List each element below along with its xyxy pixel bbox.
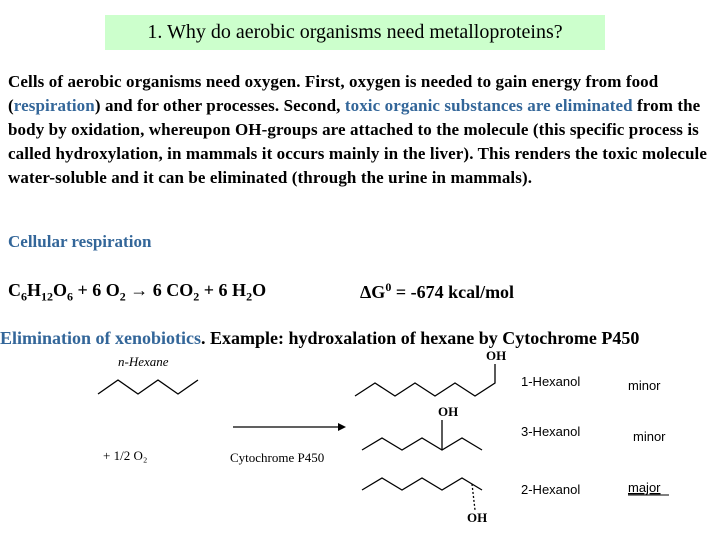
2-hexanol-label: 2-Hexanol xyxy=(521,482,581,497)
eq-o2-sub: 2 xyxy=(119,289,126,304)
eq-c-sub: 6 xyxy=(21,289,27,304)
delta-g-number: = -674 kcal/mol xyxy=(391,282,515,302)
eq-co2: 6 CO xyxy=(152,280,194,300)
eq-c: C xyxy=(8,280,21,300)
reaction-arrow-head xyxy=(338,423,346,431)
2-hexanol-yield: major xyxy=(628,480,661,495)
xenobiotics-term: Elimination of xenobiotics xyxy=(0,328,202,348)
respiration-term: respiration xyxy=(13,96,95,115)
n-hexane-structure xyxy=(98,380,198,394)
reagent-label: + 1/2 O₂ xyxy=(103,448,148,463)
respiration-heading: Cellular respiration xyxy=(8,232,152,251)
elimination-example: . Example: hydroxalation of hexane by Cytochrome P450 xyxy=(201,328,640,348)
eq-end: O xyxy=(252,280,267,300)
eq-o2: + 6 O xyxy=(73,280,120,300)
reaction-arrow: → xyxy=(125,280,153,300)
3-hexanol-structure xyxy=(362,438,482,450)
delta-g-value xyxy=(360,280,514,303)
toxic-term: toxic organic substances are eliminated xyxy=(344,96,633,115)
delta-symbol: Δ xyxy=(360,282,372,302)
eq-co2-sub: 2 xyxy=(193,289,200,304)
slide-title-text: 1. Why do aerobic organisms need metalloproteins? xyxy=(147,21,563,43)
3-hexanol-yield: minor xyxy=(633,429,666,444)
slide-title xyxy=(105,15,605,50)
intro-paragraph xyxy=(8,70,713,190)
elimination-heading xyxy=(0,328,720,349)
eq-h: H xyxy=(27,280,42,300)
3-hexanol-label: 3-Hexanol xyxy=(521,424,581,439)
n-hexane-label: n-Hexane xyxy=(118,354,169,369)
eq-h2o-sub: 2 xyxy=(246,289,253,304)
2-hexanol-structure xyxy=(362,478,482,490)
delta-g-sup: 0 xyxy=(385,280,392,294)
para-text-3: from the body by oxidation, whereupon OH-groups are attached to the molecule (this specific process is called hydroxylation, in mammals it occurs mainly in the liver). This renders the toxic molecule water-soluble and it can be eliminated (through the urine in mammals). xyxy=(8,96,708,187)
3-hexanol-oh: OH xyxy=(438,404,459,419)
delta-g-letter: G xyxy=(371,282,386,302)
para-text-2: ) and for other processes. Second, xyxy=(94,96,345,115)
respiration-equation xyxy=(8,280,266,305)
eq-o: O xyxy=(53,280,68,300)
2-hexanol-oh-bond xyxy=(472,484,475,510)
para-text-1: Cells of aerobic organisms need oxygen. First, oxygen is needed to gain energy from food ( xyxy=(8,72,659,115)
2-hexanol-oh: OH xyxy=(467,510,488,525)
1-hexanol-structure xyxy=(355,364,495,396)
eq-h2o: + 6 H xyxy=(199,280,247,300)
eq-h-sub: 12 xyxy=(41,289,54,304)
enzyme-label: Cytochrome P450 xyxy=(230,450,325,465)
eq-o-sub: 6 xyxy=(67,289,74,304)
1-hexanol-oh: OH xyxy=(486,350,507,363)
hydroxylation-scheme xyxy=(0,350,720,540)
1-hexanol-yield: minor xyxy=(628,378,661,393)
1-hexanol-label: 1-Hexanol xyxy=(521,374,581,389)
